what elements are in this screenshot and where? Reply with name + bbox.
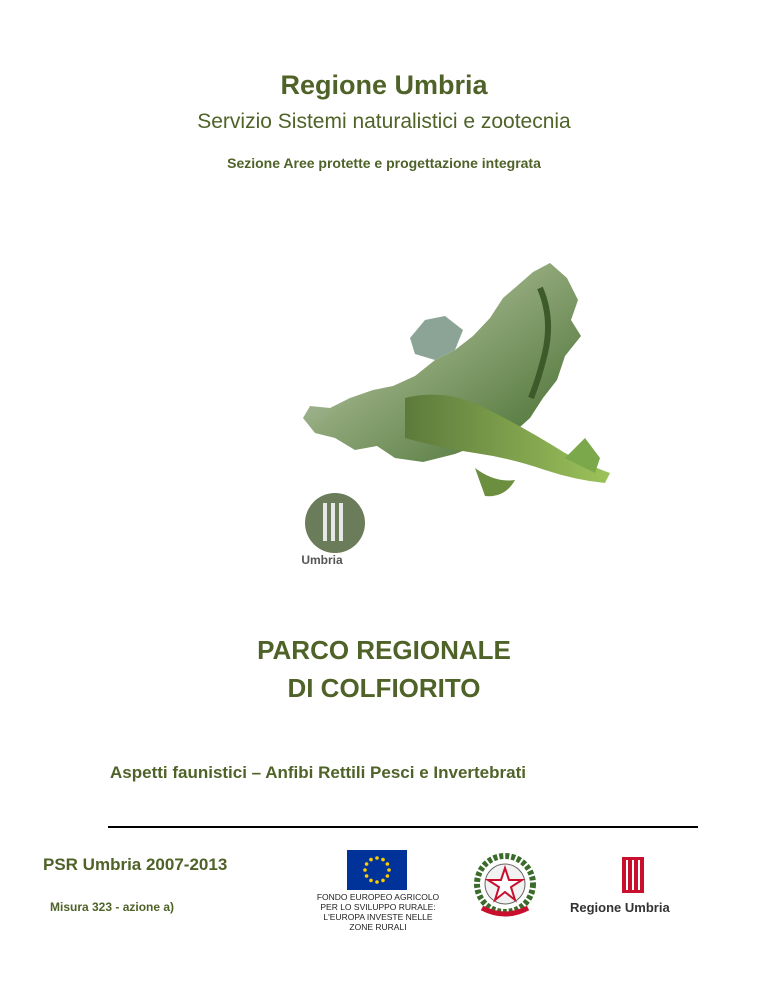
document-title: Regione Umbria bbox=[280, 70, 488, 100]
document-subtitle: Aspetti faunistici – Anfibi Rettili Pesci e Invertebrati bbox=[110, 763, 526, 782]
umbria-logo-stripe bbox=[331, 503, 335, 541]
eu-star-icon bbox=[375, 880, 379, 884]
eu-star-icon bbox=[369, 858, 373, 862]
eu-star-icon bbox=[369, 879, 373, 883]
eu-star-icon bbox=[386, 874, 390, 878]
eu-star-icon bbox=[363, 868, 367, 872]
nature-collage-illustration bbox=[295, 258, 625, 578]
eu-star-icon bbox=[375, 856, 379, 860]
eu-caption-line: PER LO SVILUPPO RURALE: bbox=[320, 902, 436, 912]
park-title-line-2: DI COLFIORITO bbox=[287, 673, 481, 703]
regione-umbria-logo-icon bbox=[622, 857, 644, 893]
regione-umbria-logo-text: Regione Umbria bbox=[570, 900, 670, 915]
italian-republic-emblem-icon bbox=[470, 850, 540, 920]
measure-label: Misura 323 - azione a) bbox=[50, 900, 175, 914]
program-title: PSR Umbria 2007-2013 bbox=[43, 855, 228, 874]
eu-star-icon bbox=[381, 858, 385, 862]
eu-star-icon bbox=[381, 879, 385, 883]
umbria-logo-label: Umbria bbox=[301, 553, 343, 567]
umbria-logo-stripe bbox=[323, 503, 327, 541]
umbria-logo-stripe bbox=[339, 503, 343, 541]
eu-caption-line: FONDO EUROPEO AGRICOLO bbox=[316, 892, 440, 902]
eu-star-icon bbox=[386, 862, 390, 866]
eu-flag-icon bbox=[347, 850, 407, 890]
eu-caption-line: L'EUROPA INVESTE NELLE bbox=[323, 912, 433, 922]
park-title-line-1: PARCO REGIONALE bbox=[257, 635, 511, 665]
eu-fund-caption bbox=[312, 892, 444, 932]
eu-star-icon bbox=[387, 868, 391, 872]
leaf-shape bbox=[475, 468, 515, 496]
eu-star-icon bbox=[365, 862, 369, 866]
service-name: Servizio Sistemi naturalistici e zootecnia bbox=[197, 110, 571, 133]
horizontal-divider bbox=[108, 826, 698, 828]
eu-star-icon bbox=[365, 874, 369, 878]
section-name: Sezione Aree protette e progettazione integrata bbox=[227, 155, 541, 171]
eu-caption-line: ZONE RURALI bbox=[349, 922, 407, 932]
